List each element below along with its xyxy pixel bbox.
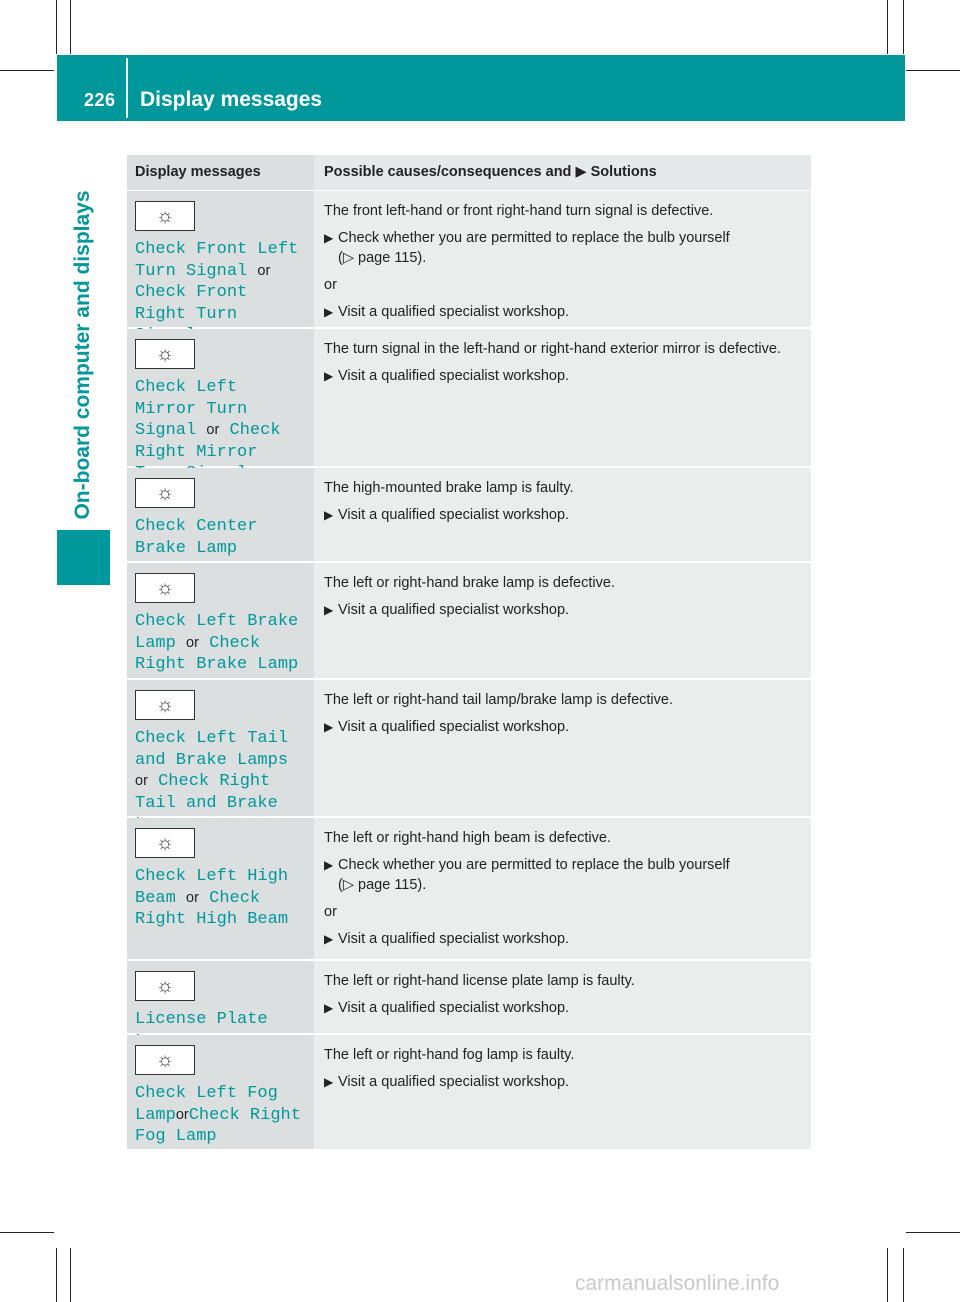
step-text: Visit a qualified specialist workshop. — [338, 368, 570, 384]
message-cell — [127, 961, 314, 1033]
or-label: or — [175, 1106, 189, 1123]
solution-step — [324, 366, 801, 386]
solution-cell — [314, 961, 811, 1033]
bulb-warning-icon: ☼ — [135, 573, 195, 603]
display-message: Check Right Mirror — [135, 421, 281, 462]
column-header-causes: Possible causes/consequences and — [324, 164, 572, 180]
solution-step: ▶ Check whether you are permitted to replace the bulb yourself (▷ page 115). — [324, 857, 730, 893]
bulb-warning-icon: ☼ — [135, 690, 195, 720]
or-label: or — [324, 904, 337, 920]
message-cell — [127, 680, 314, 816]
solution-step — [324, 717, 801, 737]
message-cell — [127, 329, 314, 466]
watermark: carmanualsonline.info — [575, 1272, 780, 1295]
display-message: Check Left Fog Lamp — [135, 1084, 278, 1125]
play-arrow-icon: ▶ — [324, 603, 334, 617]
display-message: Check Right Tail and Brake — [135, 772, 278, 813]
bulb-warning-icon: ☼ — [135, 201, 195, 231]
or-label: or — [257, 262, 271, 279]
crop-mark — [70, 1248, 71, 1302]
crop-mark — [887, 1248, 888, 1302]
bulb-warning-icon: ☼ — [135, 339, 195, 369]
display-messages-table — [127, 155, 811, 1151]
solution-step: ▶ Check whether you are permitted to replace the bulb yourself (▷ page 115). — [324, 230, 730, 266]
crop-mark — [903, 1248, 904, 1302]
play-arrow-icon: ▶ — [324, 231, 334, 245]
page-reference[interactable]: page 115). — [358, 250, 427, 266]
step-text: Visit a qualified specialist workshop. — [338, 507, 570, 523]
solution-cell — [314, 191, 811, 327]
cause-text: The left or right-hand high beam is defective. — [324, 830, 611, 846]
play-arrow-icon: ▶ — [324, 1001, 334, 1015]
bulb-warning-icon: ☼ — [135, 1045, 195, 1075]
solution-step — [324, 998, 801, 1018]
message-cell — [127, 1035, 314, 1149]
table-row — [127, 961, 811, 1035]
display-message: Check Left Tail and Brake Lamps — [135, 729, 289, 770]
or-label: or — [186, 889, 199, 906]
solution-cell — [314, 1035, 811, 1149]
bulb-warning-icon: ☼ — [135, 478, 195, 508]
table-header — [127, 155, 811, 191]
display-message: Check Left Brake Lamp — [135, 612, 299, 653]
side-tab-label: On-board computer and displays — [71, 190, 94, 520]
table-row — [127, 818, 811, 961]
or-label: or — [324, 277, 337, 293]
step-text: Check whether you are permitted to replace the bulb yourself — [338, 230, 730, 246]
cause-text: The turn signal in the left-hand or right-hand exterior mirror is defective. — [324, 341, 781, 357]
display-message: Check Right Brake Lamp — [135, 633, 299, 674]
section-title: Display messages — [140, 88, 323, 111]
message-cell — [127, 468, 314, 561]
crop-mark — [56, 1248, 57, 1302]
solution-cell — [314, 329, 811, 466]
cause-text: The left or right-hand tail lamp/brake lamp is defective. — [324, 692, 673, 708]
page-number: 226 — [84, 90, 116, 110]
cause-text: The high-mounted brake lamp is faulty. — [324, 480, 574, 496]
solution-cell — [314, 818, 811, 959]
play-arrow-icon: ▶ — [324, 508, 334, 522]
solution-cell — [314, 468, 811, 561]
play-arrow-icon: ▶ — [575, 164, 587, 180]
crop-mark — [0, 70, 54, 71]
step-text: Visit a qualified specialist workshop. — [338, 719, 570, 735]
table-row — [127, 680, 811, 818]
header-divider — [126, 58, 128, 118]
crop-mark — [903, 0, 904, 54]
solution-cell — [314, 563, 811, 678]
display-message: Check Right High Beam — [135, 888, 289, 929]
column-header-solutions — [314, 155, 811, 190]
display-message: Check Right Fog Lamp — [135, 1105, 301, 1146]
cause-text: The left or right-hand fog lamp is faulty. — [324, 1047, 575, 1063]
play-arrow-icon: ▶ — [324, 305, 334, 319]
display-message: Check Left Mirror Turn Signal — [135, 378, 248, 440]
step-text: Visit a qualified specialist workshop. — [338, 304, 570, 320]
solution-cell — [314, 680, 811, 816]
table-row — [127, 468, 811, 563]
cause-text: The left or right-hand brake lamp is defective. — [324, 575, 615, 591]
side-tab-marker — [57, 530, 110, 585]
message-cell — [127, 191, 314, 327]
play-arrow-icon: ▶ — [324, 720, 334, 734]
page-ref-triangle-icon: ▷ — [342, 250, 354, 266]
or-label: or — [135, 773, 148, 789]
step-text: Check whether you are permitted to replace the bulb yourself — [338, 857, 730, 873]
column-header-solutions-label: Solutions — [590, 164, 657, 180]
cause-text: The left or right-hand license plate lamp is faulty. — [324, 973, 635, 989]
play-arrow-icon: ▶ — [324, 369, 334, 383]
solution-step — [324, 505, 801, 525]
crop-mark — [906, 70, 960, 71]
crop-mark — [56, 0, 57, 54]
play-arrow-icon: ▶ — [324, 858, 334, 872]
solution-step — [324, 302, 801, 322]
crop-mark — [70, 0, 71, 54]
bulb-warning-icon: ☼ — [135, 828, 195, 858]
or-label: or — [206, 422, 220, 438]
display-message: Check Front Left Turn Signal — [135, 240, 299, 281]
display-message: Check Left High Beam — [135, 867, 289, 908]
crop-mark — [906, 1232, 960, 1233]
cause-text: The front left-hand or front right-hand turn signal is defective. — [324, 203, 714, 219]
step-text: Visit a qualified specialist workshop. — [338, 1000, 570, 1016]
display-message: License Plate — [135, 1010, 268, 1029]
display-message: Check Center Brake Lamp — [135, 517, 258, 558]
message-cell — [127, 818, 314, 959]
table-row — [127, 1035, 811, 1151]
step-text: Visit a qualified specialist workshop. — [338, 1074, 570, 1090]
step-text: Visit a qualified specialist workshop. — [338, 602, 570, 618]
solution-step — [324, 600, 801, 620]
solution-step — [324, 929, 801, 949]
solution-step — [324, 1072, 801, 1092]
crop-mark — [887, 0, 888, 54]
table-row — [127, 563, 811, 680]
table-row — [127, 191, 811, 329]
column-header-messages: Display messages — [127, 155, 314, 190]
play-arrow-icon: ▶ — [324, 1075, 334, 1089]
bulb-warning-icon: ☼ — [135, 971, 195, 1001]
page-reference[interactable]: page 115). — [358, 877, 427, 893]
table-row — [127, 329, 811, 468]
or-label: or — [186, 634, 199, 651]
crop-mark — [0, 1232, 54, 1233]
play-arrow-icon: ▶ — [324, 932, 334, 946]
page-ref-triangle-icon: ▷ — [342, 877, 354, 893]
display-message: Check Front Right Turn — [135, 283, 248, 324]
message-cell — [127, 563, 314, 678]
step-text: Visit a qualified specialist workshop. — [338, 931, 570, 947]
